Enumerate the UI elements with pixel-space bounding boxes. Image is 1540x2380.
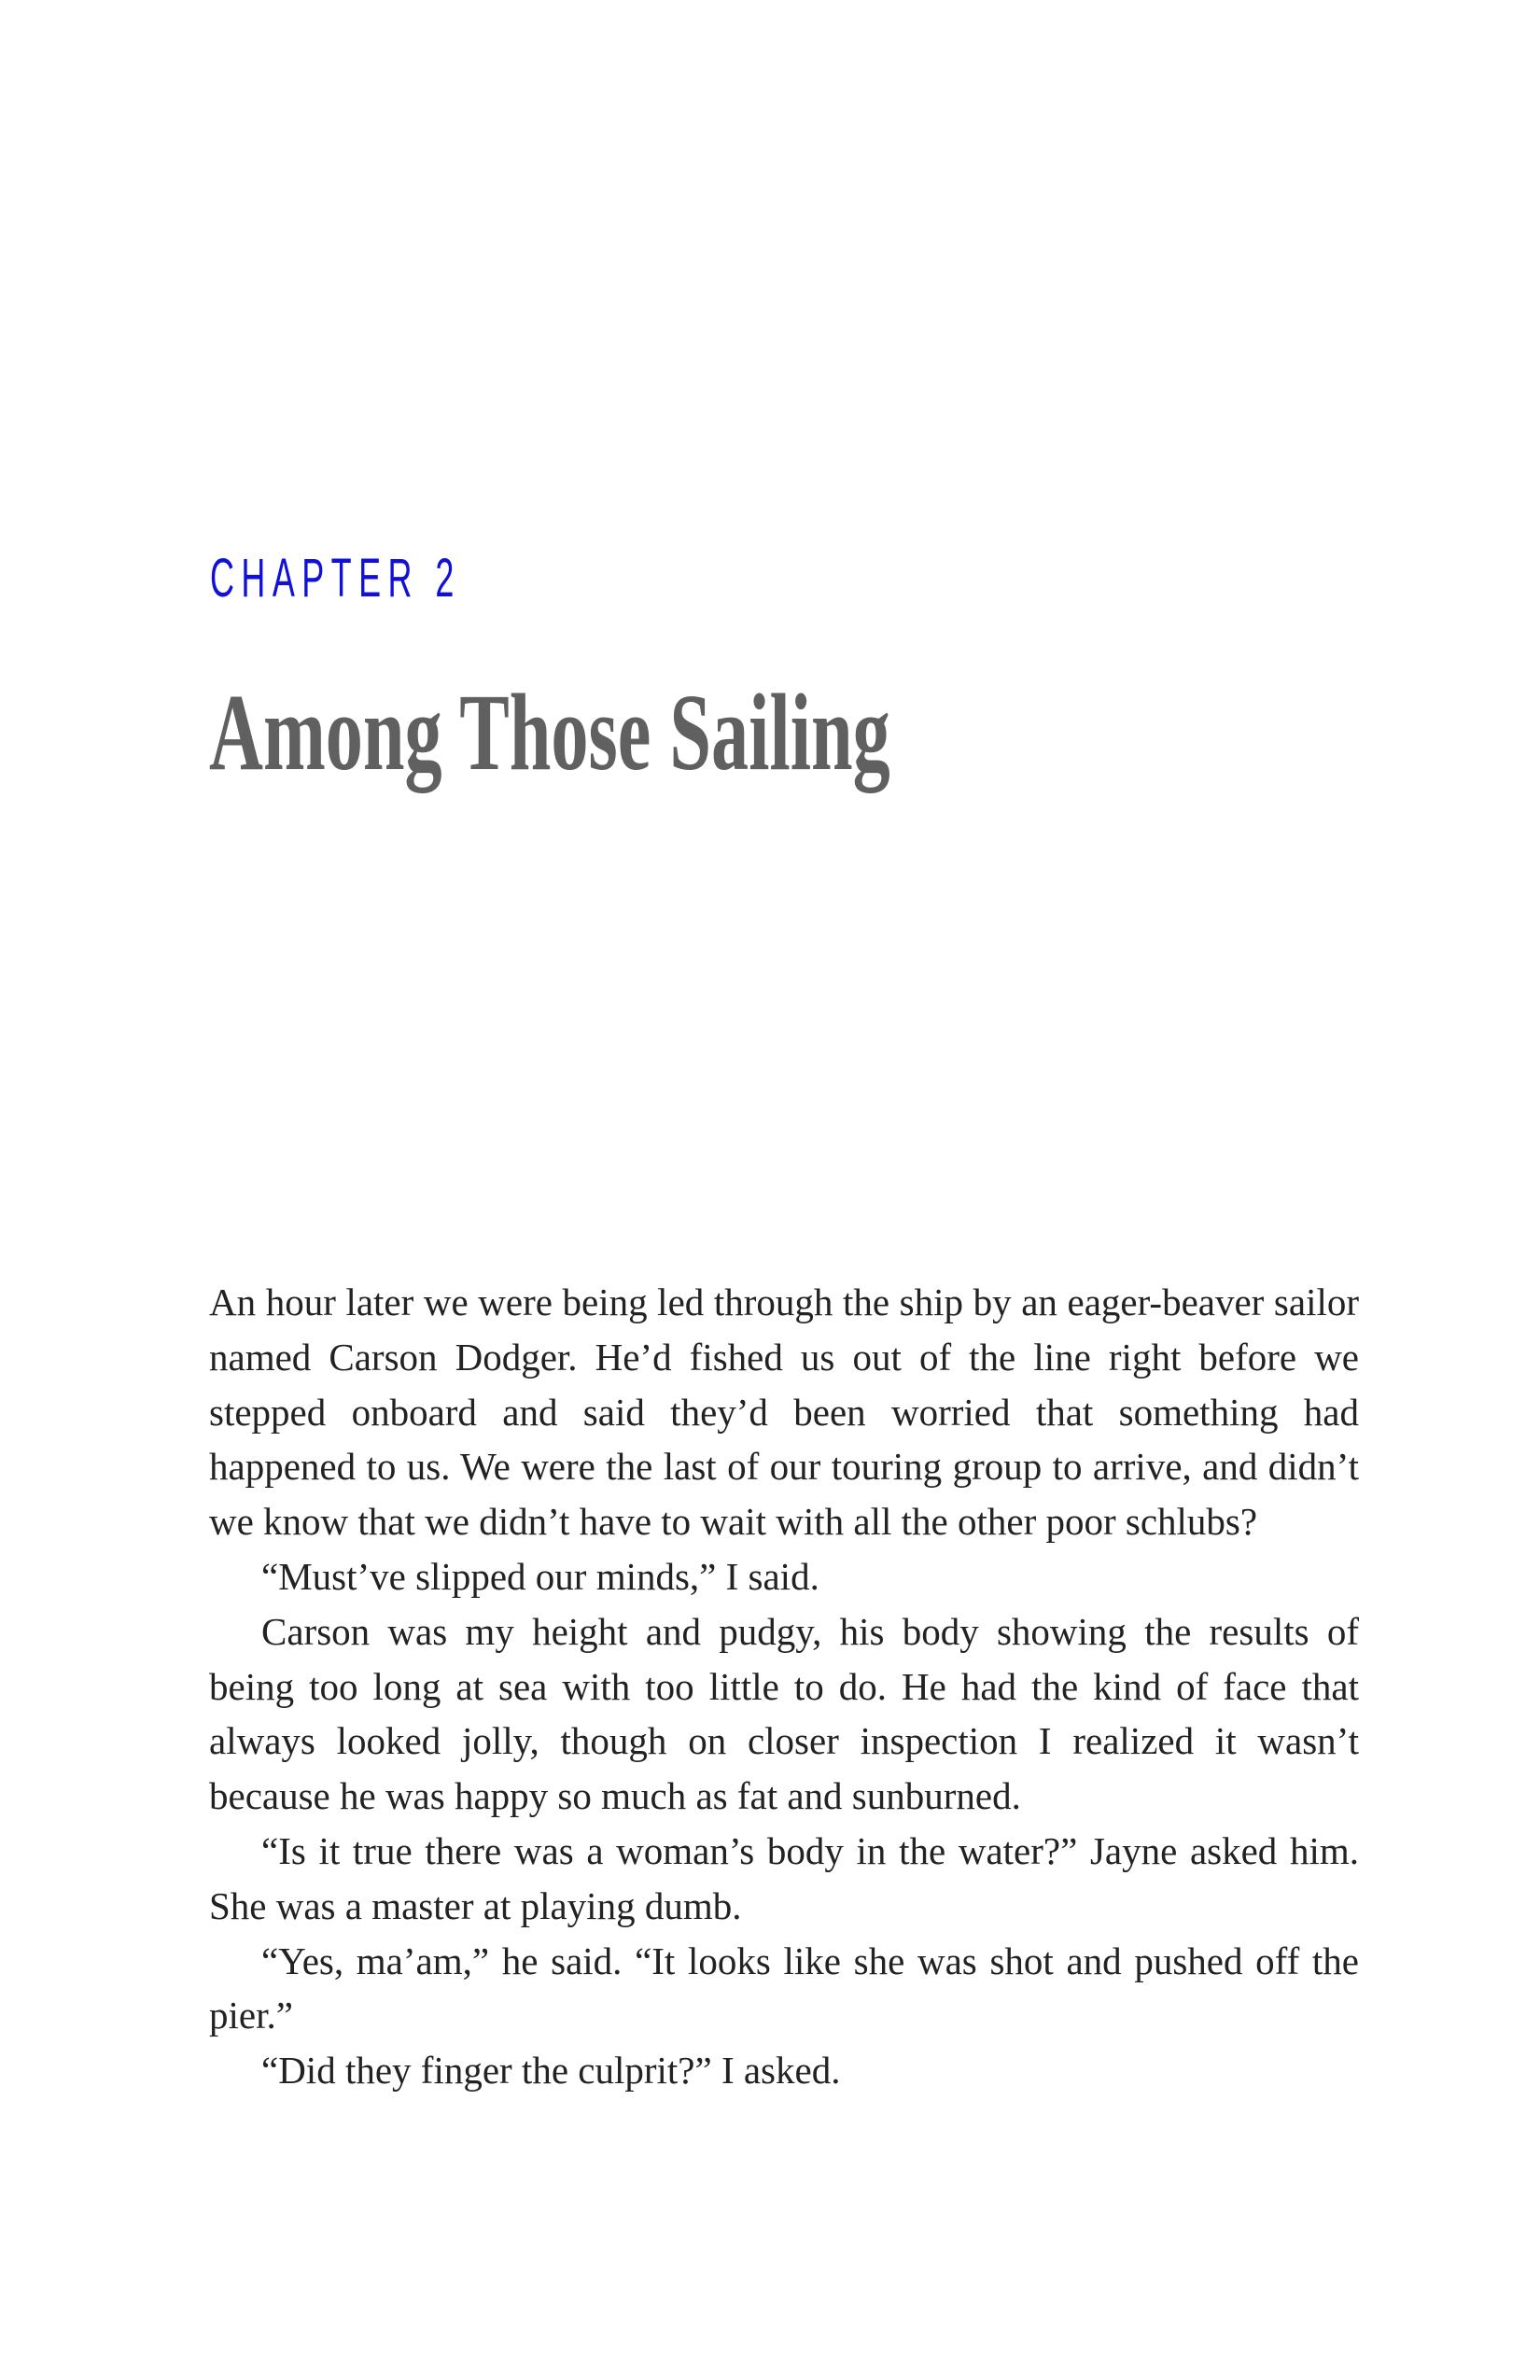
paragraph: “Must’ve slipped our minds,” I said. [261,1554,819,1598]
chapter-title: Among Those Sailing [209,671,890,793]
chapter-label: CHAPTER 2 [210,548,461,609]
chapter-body [209,1275,1359,2098]
paragraph: An hour later we were being led through the ship by an eager-beaver sailor named Carson Dodger. He’d fished us out of the line right before we stepped onboard and said they’d been worried that something had happened to us. We were the last of our touring group to arrive, and didn’t we know that we didn’t have to wait with all the other poor schlubs? [209,1281,1359,1544]
paragraph: “Did they finger the culprit?” I asked. [261,2049,841,2093]
paragraph: “Yes, ma’am,” he said. “It looks like she was shot and pushed off the pier.” [209,1939,1359,2037]
paragraph: “Is it true there was a woman’s body in the water?” Jayne asked him. She was a master at playing dumb. [209,1828,1359,1927]
paragraph: Carson was my height and pudgy, his body showing the results of being too long at sea with too little to do. He had the kind of face that always looked jolly, though on closer inspection I realized it wasn’t because he was happy so much as fat and sunburned. [209,1609,1359,1818]
